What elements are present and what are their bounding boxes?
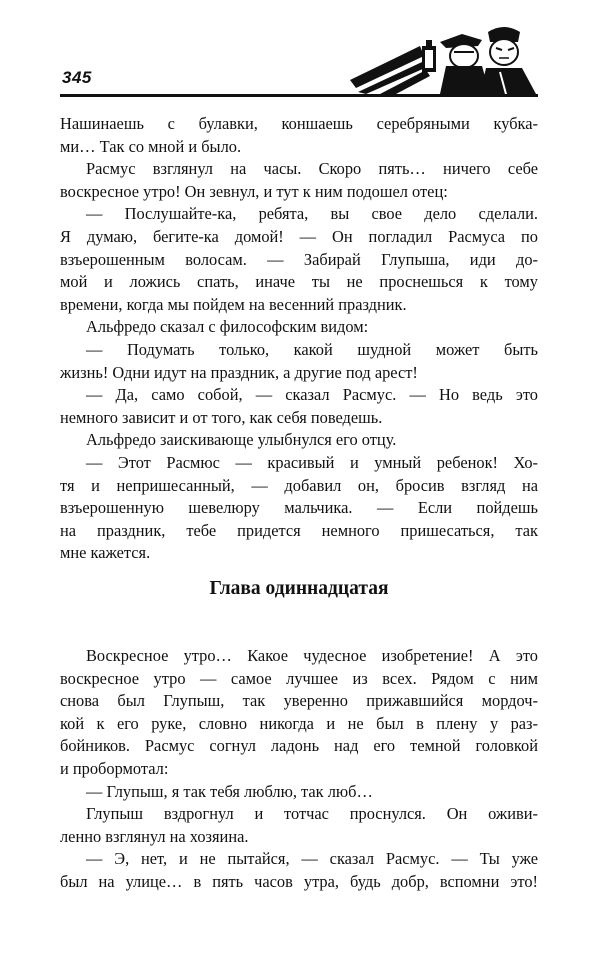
text-line: воскресное утро! Он зевнул, и тут к ним подошел отец: — [60, 181, 448, 201]
text-line: — Подумать только, какой шудной может быть — [86, 339, 538, 359]
text-line: и пробормотал: — [60, 758, 169, 778]
text-line: Я думаю, бегите-ка домой! — Он погладил Расмуса по — [60, 226, 538, 246]
header-rule — [60, 94, 538, 97]
text-line: на праздник, тебе придется немного пришесаться, так — [60, 520, 538, 540]
text-line: — Послушайте-ка, ребята, вы свое дело сделали. — [86, 204, 538, 224]
text-line: Альфредо заискивающе улыбнулся его отцу. — [86, 430, 397, 450]
text-line: — Глупыш, я так тебя люблю, так люб… — [86, 781, 373, 801]
page-number: 345 — [62, 68, 92, 87]
text-block-1 — [60, 113, 538, 565]
text-line: тя и непришесанный, — добавил он, бросив взгляд на — [60, 475, 538, 495]
text-line: взъерошенную шевелюру мальчика. — Если пойдешь — [60, 498, 538, 518]
text-block-2 — [60, 645, 538, 894]
text-line: кой к его руке, словно никогда и не был в плену у раз- — [60, 713, 538, 733]
header-illustration — [350, 22, 538, 94]
text-line: немного зависит и от того, как себя поведешь. — [60, 407, 383, 427]
text-line: жизнь! Одни идут на праздник, а другие под арест! — [60, 362, 418, 382]
text-line: ленно взглянул на хозяина. — [60, 826, 249, 846]
text-line: времени, когда мы пойдем на весенний праздник. — [60, 294, 407, 314]
chapter-title: Глава одиннадцатая — [209, 578, 389, 599]
text-line: мне кажется. — [60, 543, 151, 563]
text-line: Альфредо сказал с философским видом: — [86, 317, 369, 337]
text-line: — Э, нет, и не пытайся, — сказал Расмус. — Ты уже — [86, 849, 538, 869]
text-line: мой и ложись спать, иначе ты не проснешься к тому — [60, 272, 538, 292]
text-line: снова был Глупыш, так уверенно прижавшийся мордоч- — [60, 691, 538, 711]
text-line: Воскресное утро… Какое чудесное изобретение! А это — [86, 646, 538, 665]
text-line: Расмус взглянул на часы. Скоро пять… ничего себе — [86, 159, 538, 179]
text-line: бойников. Расмус согнул ладонь над его темной головкой — [60, 736, 538, 756]
text-line: — Да, само собой, — сказал Расмус. — Но ведь это — [86, 385, 538, 405]
text-line: взъерошенным волосам. — Забирай Глупыша, иди до- — [60, 249, 538, 269]
text-line: был на улице… в пять часов утра, будь добр, вспомни это! — [60, 871, 538, 891]
page-header — [60, 22, 538, 98]
text-line: Глупыш вздрогнул и тотчас проснулся. Он оживи- — [86, 804, 538, 824]
text-line: ми… Так со мной и было. — [60, 136, 242, 156]
text-line: Нашинаешь с булавки, коншаешь серебряными кубка- — [60, 114, 538, 133]
text-line: воскресное утро — самое лучшее из всех. Рядом с ним — [60, 668, 538, 688]
text-line: — Этот Расмюс — красивый и умный ребенок! Хо- — [86, 452, 538, 472]
